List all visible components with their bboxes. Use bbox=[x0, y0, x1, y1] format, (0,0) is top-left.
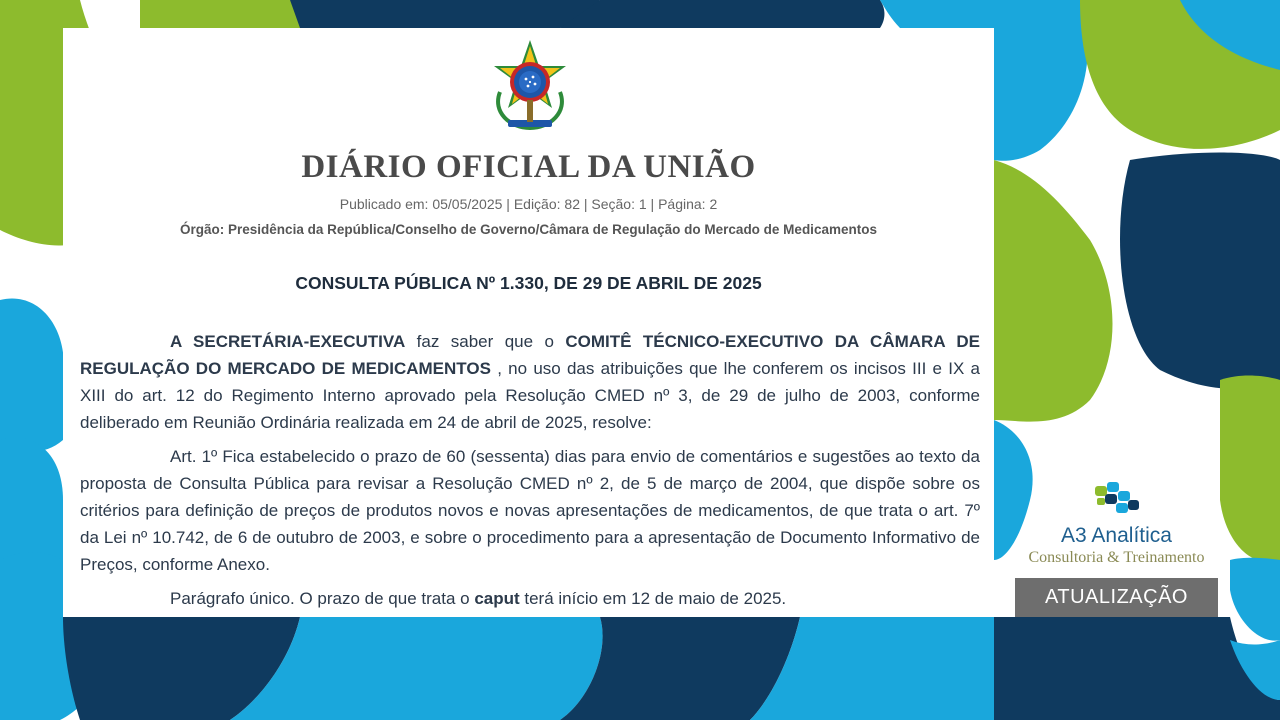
act-body bbox=[80, 328, 980, 617]
brand-tagline: Consultoria & Treinamento bbox=[1028, 549, 1205, 566]
sole-text-a: Parágrafo único. O prazo de que trata o bbox=[170, 589, 475, 608]
paragraph-sole bbox=[80, 585, 980, 612]
subject-bold: A SECRETÁRIA-EXECUTIVA bbox=[170, 332, 406, 351]
update-badge: ATUALIZAÇÃO bbox=[1015, 578, 1218, 617]
journal-title: DIÁRIO OFICIAL DA UNIÃO bbox=[301, 149, 756, 185]
publication-meta: Publicado em: 05/05/2025 | Edição: 82 | Seção: 1 | Página: 2 bbox=[339, 196, 718, 212]
paragraph-preamble bbox=[80, 328, 980, 436]
a3-puzzle-logo-icon bbox=[1091, 478, 1143, 522]
sole-text-b: terá início em 12 de maio de 2025. bbox=[519, 589, 787, 608]
brazil-coat-of-arms-icon bbox=[478, 34, 582, 138]
caput-bold: caput bbox=[474, 589, 520, 608]
act-title: CONSULTA PÚBLICA Nº 1.330, DE 29 DE ABRIL DE 2025 bbox=[295, 273, 762, 293]
paragraph-article-1: Art. 1º Fica estabelecido o prazo de 60 (sessenta) dias para envio de comentários e sugestões ao texto da proposta de Consulta Pública para revisar a Resolução CMED nº 2, de 5 de março de 2004, que dispõe sobre os critérios para definição de preços de produtos novos e novas apresentações de medicamentos, de que trata o art. 7º da Lei nº 10.742, de 6 de outubro de 2003, e sobre o procedimento para a apresentação de Documento Informativo de Preços, conforme Anexo. bbox=[80, 447, 980, 574]
preamble-text-a: faz saber que o bbox=[405, 332, 566, 351]
document-page bbox=[63, 28, 994, 617]
brand-name: A3 Analítica bbox=[1061, 524, 1172, 547]
preamble-text-b: , no uso das atribuições que lhe conferem os incisos III e IX a XIII do art. 12 do Regimento Interno aprovado pela Resolução CMED nº 3, de 29 de julho de 2003, conforme deliberado em Reunião Ordinária realizada em 24 de abril de 2025, resolve: bbox=[80, 359, 980, 432]
committee-bold: COMITÊ TÉCNICO-EXECUTIVO DA CÂMARA DE REGULAÇÃO DO MERCADO DE MEDICAMENTOS bbox=[80, 332, 980, 378]
organ-line: Órgão: Presidência da República/Conselho de Governo/Câmara de Regulação do Mercado de Medicamentos bbox=[180, 222, 877, 237]
brand-block bbox=[1015, 478, 1218, 567]
